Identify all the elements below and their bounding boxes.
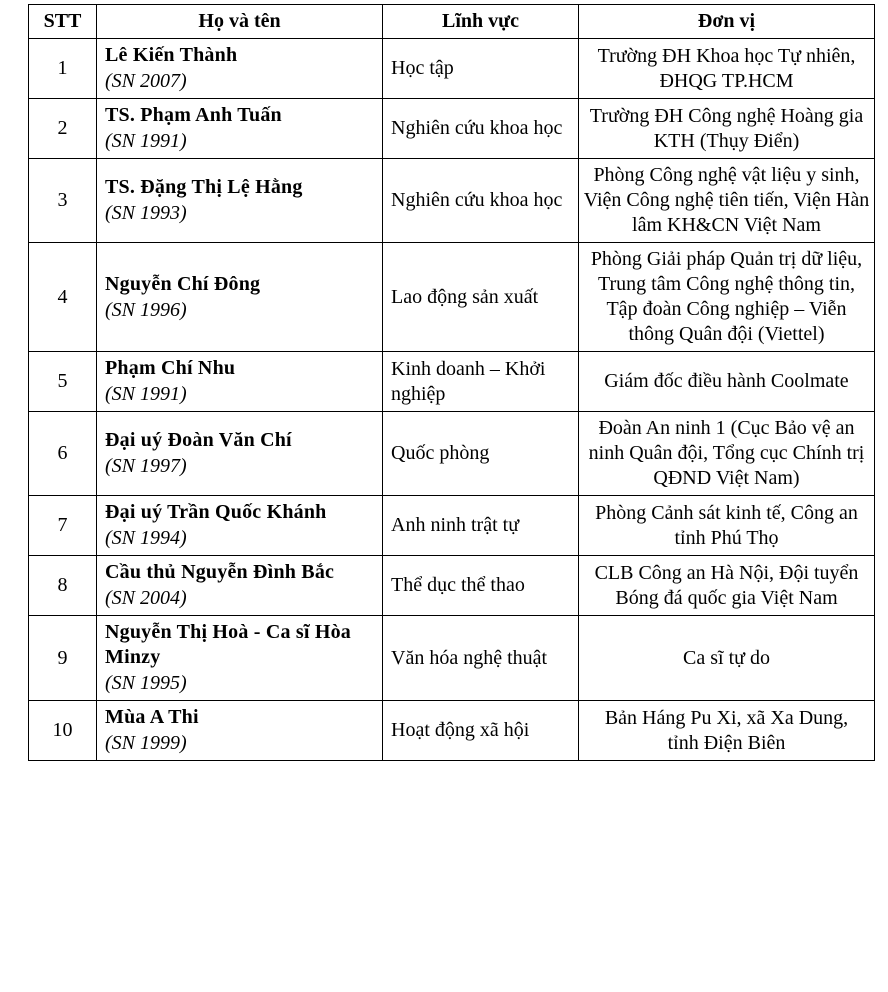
table-row: [29, 556, 875, 616]
person-name: Đại uý Đoàn Văn Chí: [105, 429, 292, 451]
table-row: [29, 412, 875, 496]
column-header-stt: STT: [29, 5, 97, 39]
cell-field: Học tập: [383, 39, 579, 99]
cell-stt: 2: [29, 99, 97, 159]
person-name: Cầu thủ Nguyễn Đình Bắc: [105, 561, 335, 583]
cell-field: Hoạt động xã hội: [383, 701, 579, 761]
table-body: [29, 39, 875, 761]
cell-unit: Phòng Công nghệ vật liệu y sinh, Viện Công nghệ tiên tiến, Viện Hàn lâm KH&CN Việt Nam: [579, 159, 875, 243]
table-row: [29, 496, 875, 556]
cell-name: [97, 556, 383, 616]
cell-unit: Bản Háng Pu Xi, xã Xa Dung, tỉnh Điện Biên: [579, 701, 875, 761]
cell-unit: Trường ĐH Khoa học Tự nhiên, ĐHQG TP.HCM: [579, 39, 875, 99]
cell-name: [97, 496, 383, 556]
cell-name: [97, 99, 383, 159]
cell-stt: 5: [29, 352, 97, 412]
person-name: Đại uý Trần Quốc Khánh: [105, 501, 327, 523]
birth-year: (SN 1995): [105, 672, 187, 694]
cell-name: [97, 352, 383, 412]
column-header-field: Lĩnh vực: [383, 5, 579, 39]
cell-field: Lao động sản xuất: [383, 243, 579, 352]
birth-year: (SN 1991): [105, 130, 187, 152]
person-name: TS. Phạm Anh Tuấn: [105, 104, 282, 126]
cell-stt: 8: [29, 556, 97, 616]
cell-stt: 10: [29, 701, 97, 761]
column-header-unit: Đơn vị: [579, 5, 875, 39]
person-name: Lê Kiến Thành: [105, 44, 238, 66]
cell-unit: Phòng Cảnh sát kinh tế, Công an tỉnh Phú Thọ: [579, 496, 875, 556]
table-row: [29, 159, 875, 243]
birth-year: (SN 2004): [105, 587, 187, 609]
birth-year: (SN 1994): [105, 527, 187, 549]
table-row: [29, 701, 875, 761]
cell-field: Nghiên cứu khoa học: [383, 159, 579, 243]
cell-name: [97, 243, 383, 352]
birth-year: (SN 1993): [105, 202, 187, 224]
cell-unit: Trường ĐH Công nghệ Hoàng gia KTH (Thụy Điển): [579, 99, 875, 159]
birth-year: (SN 1999): [105, 732, 187, 754]
cell-name: [97, 39, 383, 99]
cell-stt: 7: [29, 496, 97, 556]
birth-year: (SN 2007): [105, 70, 187, 92]
table-header-row: [29, 5, 875, 39]
cell-field: Nghiên cứu khoa học: [383, 99, 579, 159]
table-row: [29, 39, 875, 99]
cell-name: [97, 616, 383, 701]
table-row: [29, 243, 875, 352]
table-row: [29, 352, 875, 412]
cell-name: [97, 159, 383, 243]
table-row: [29, 99, 875, 159]
cell-field: Kinh doanh – Khởi nghiệp: [383, 352, 579, 412]
person-name: Mùa A Thi: [105, 706, 199, 728]
birth-year: (SN 1991): [105, 383, 187, 405]
cell-name: [97, 701, 383, 761]
cell-name: [97, 412, 383, 496]
cell-stt: 9: [29, 616, 97, 701]
cell-stt: 1: [29, 39, 97, 99]
table-header: [29, 5, 875, 39]
cell-stt: 6: [29, 412, 97, 496]
cell-field: Văn hóa nghệ thuật: [383, 616, 579, 701]
cell-stt: 3: [29, 159, 97, 243]
cell-unit: Phòng Giải pháp Quản trị dữ liệu, Trung tâm Công nghệ thông tin, Tập đoàn Công nghiệp – Viễn thông Quân đội (Viettel): [579, 243, 875, 352]
honorees-table: [28, 4, 875, 761]
cell-field: Quốc phòng: [383, 412, 579, 496]
column-header-name: Họ và tên: [97, 5, 383, 39]
cell-unit: Giám đốc điều hành Coolmate: [579, 352, 875, 412]
cell-unit: CLB Công an Hà Nội, Đội tuyển Bóng đá quốc gia Việt Nam: [579, 556, 875, 616]
person-name: TS. Đặng Thị Lệ Hằng: [105, 176, 303, 198]
cell-field: Thể dục thể thao: [383, 556, 579, 616]
cell-stt: 4: [29, 243, 97, 352]
cell-unit: Đoàn An ninh 1 (Cục Bảo vệ an ninh Quân đội, Tổng cục Chính trị QĐND Việt Nam): [579, 412, 875, 496]
table-row: [29, 616, 875, 701]
cell-field: Anh ninh trật tự: [383, 496, 579, 556]
birth-year: (SN 1997): [105, 455, 187, 477]
person-name: Phạm Chí Nhu: [105, 357, 236, 379]
person-name: Nguyễn Chí Đông: [105, 272, 261, 295]
cell-unit: Ca sĩ tự do: [579, 616, 875, 701]
birth-year: (SN 1996): [105, 298, 187, 321]
person-name: Nguyễn Thị Hoà - Ca sĩ Hòa Minzy: [105, 621, 351, 668]
